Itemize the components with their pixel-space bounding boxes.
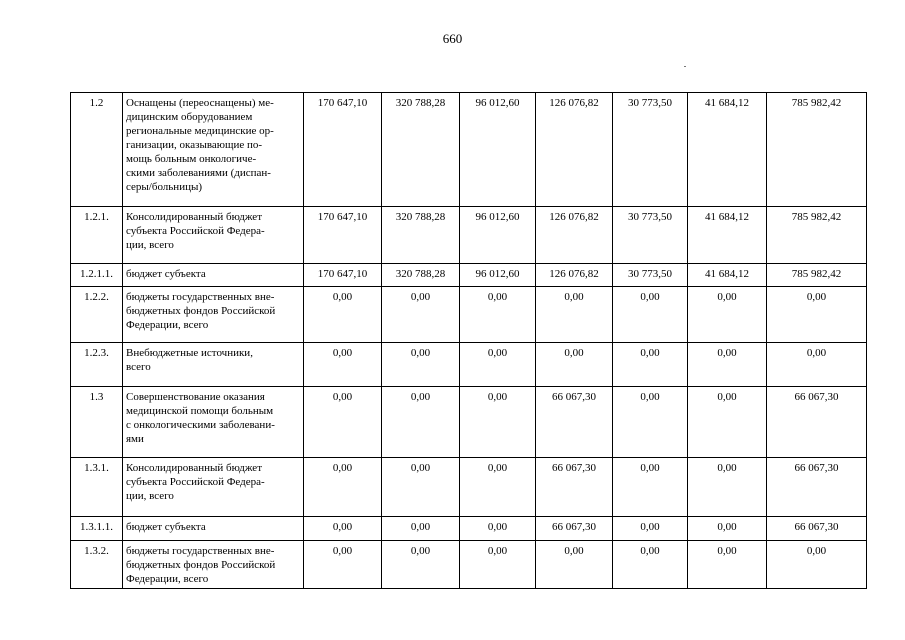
value-cell: 785 982,42 bbox=[767, 207, 867, 264]
value-cell: 320 788,28 bbox=[382, 93, 460, 207]
table-row bbox=[71, 458, 867, 517]
value-cell: 41 684,12 bbox=[688, 207, 767, 264]
value-cell: 0,00 bbox=[613, 387, 688, 458]
row-description: Консолидированный бюджет субъекта Российской Федера- ции, всего bbox=[123, 458, 304, 517]
row-code: 1.2.3. bbox=[71, 343, 123, 387]
row-description: бюджет субъекта bbox=[123, 264, 304, 287]
value-cell: 0,00 bbox=[613, 458, 688, 517]
table-row bbox=[71, 343, 867, 387]
scan-speck bbox=[684, 66, 686, 67]
value-cell: 0,00 bbox=[688, 517, 767, 541]
value-cell: 0,00 bbox=[688, 387, 767, 458]
value-cell: 0,00 bbox=[460, 287, 536, 343]
value-cell: 0,00 bbox=[613, 287, 688, 343]
row-description: бюджет субъекта bbox=[123, 517, 304, 541]
value-cell: 0,00 bbox=[613, 343, 688, 387]
value-cell: 96 012,60 bbox=[460, 264, 536, 287]
value-cell: 785 982,42 bbox=[767, 264, 867, 287]
row-code: 1.3.1. bbox=[71, 458, 123, 517]
value-cell: 0,00 bbox=[688, 541, 767, 589]
value-cell: 41 684,12 bbox=[688, 93, 767, 207]
value-cell: 0,00 bbox=[536, 287, 613, 343]
value-cell: 0,00 bbox=[460, 343, 536, 387]
value-cell: 0,00 bbox=[460, 541, 536, 589]
value-cell: 0,00 bbox=[536, 541, 613, 589]
value-cell: 0,00 bbox=[460, 458, 536, 517]
table-row bbox=[71, 93, 867, 207]
row-code: 1.3.2. bbox=[71, 541, 123, 589]
value-cell: 785 982,42 bbox=[767, 93, 867, 207]
budget-table bbox=[70, 92, 867, 589]
value-cell: 0,00 bbox=[613, 517, 688, 541]
table-row bbox=[71, 541, 867, 589]
value-cell: 0,00 bbox=[767, 541, 867, 589]
row-code: 1.3 bbox=[71, 387, 123, 458]
value-cell: 170 647,10 bbox=[304, 207, 382, 264]
table-body bbox=[71, 93, 867, 589]
value-cell: 0,00 bbox=[460, 387, 536, 458]
table-row bbox=[71, 387, 867, 458]
row-code: 1.2.2. bbox=[71, 287, 123, 343]
value-cell: 66 067,30 bbox=[536, 517, 613, 541]
value-cell: 0,00 bbox=[382, 287, 460, 343]
value-cell: 170 647,10 bbox=[304, 264, 382, 287]
value-cell: 96 012,60 bbox=[460, 207, 536, 264]
value-cell: 0,00 bbox=[536, 343, 613, 387]
value-cell: 0,00 bbox=[382, 387, 460, 458]
value-cell: 66 067,30 bbox=[536, 458, 613, 517]
value-cell: 30 773,50 bbox=[613, 264, 688, 287]
value-cell: 0,00 bbox=[304, 343, 382, 387]
value-cell: 126 076,82 bbox=[536, 264, 613, 287]
value-cell: 126 076,82 bbox=[536, 93, 613, 207]
row-description: бюджеты государственных вне- бюджетных фондов Российской Федерации, всего bbox=[123, 541, 304, 589]
value-cell: 320 788,28 bbox=[382, 207, 460, 264]
value-cell: 0,00 bbox=[304, 387, 382, 458]
value-cell: 126 076,82 bbox=[536, 207, 613, 264]
value-cell: 0,00 bbox=[304, 541, 382, 589]
value-cell: 320 788,28 bbox=[382, 264, 460, 287]
page-number: 660 bbox=[442, 31, 463, 46]
value-cell: 66 067,30 bbox=[767, 517, 867, 541]
row-description: Совершенствование оказания медицинской помощи больным с онкологическими заболевани- ями bbox=[123, 387, 304, 458]
value-cell: 0,00 bbox=[767, 343, 867, 387]
value-cell: 0,00 bbox=[382, 517, 460, 541]
row-code: 1.2 bbox=[71, 93, 123, 207]
value-cell: 0,00 bbox=[460, 517, 536, 541]
row-description: Оснащены (переоснащены) ме- дицинским оборудованием региональные медицинские ор- ганизации, оказывающие по- мощь больным онкологиче- скими заболеваниями (диспан- серы/больницы) bbox=[123, 93, 304, 207]
value-cell: 0,00 bbox=[688, 458, 767, 517]
value-cell: 30 773,50 bbox=[613, 207, 688, 264]
value-cell: 0,00 bbox=[688, 287, 767, 343]
value-cell: 0,00 bbox=[613, 541, 688, 589]
value-cell: 0,00 bbox=[304, 458, 382, 517]
value-cell: 30 773,50 bbox=[613, 93, 688, 207]
value-cell: 0,00 bbox=[382, 541, 460, 589]
row-description: бюджеты государственных вне- бюджетных фондов Российской Федерации, всего bbox=[123, 287, 304, 343]
value-cell: 0,00 bbox=[767, 287, 867, 343]
table-row bbox=[71, 264, 867, 287]
value-cell: 66 067,30 bbox=[536, 387, 613, 458]
row-description: Внебюджетные источники, всего bbox=[123, 343, 304, 387]
row-code: 1.2.1. bbox=[71, 207, 123, 264]
value-cell: 66 067,30 bbox=[767, 458, 867, 517]
value-cell: 66 067,30 bbox=[767, 387, 867, 458]
value-cell: 0,00 bbox=[382, 343, 460, 387]
row-code: 1.2.1.1. bbox=[71, 264, 123, 287]
value-cell: 170 647,10 bbox=[304, 93, 382, 207]
value-cell: 96 012,60 bbox=[460, 93, 536, 207]
table-row bbox=[71, 517, 867, 541]
value-cell: 0,00 bbox=[688, 343, 767, 387]
row-description: Консолидированный бюджет субъекта Российской Федера- ции, всего bbox=[123, 207, 304, 264]
table-row bbox=[71, 207, 867, 264]
value-cell: 0,00 bbox=[304, 517, 382, 541]
value-cell: 41 684,12 bbox=[688, 264, 767, 287]
value-cell: 0,00 bbox=[382, 458, 460, 517]
table-row bbox=[71, 287, 867, 343]
row-code: 1.3.1.1. bbox=[71, 517, 123, 541]
value-cell: 0,00 bbox=[304, 287, 382, 343]
